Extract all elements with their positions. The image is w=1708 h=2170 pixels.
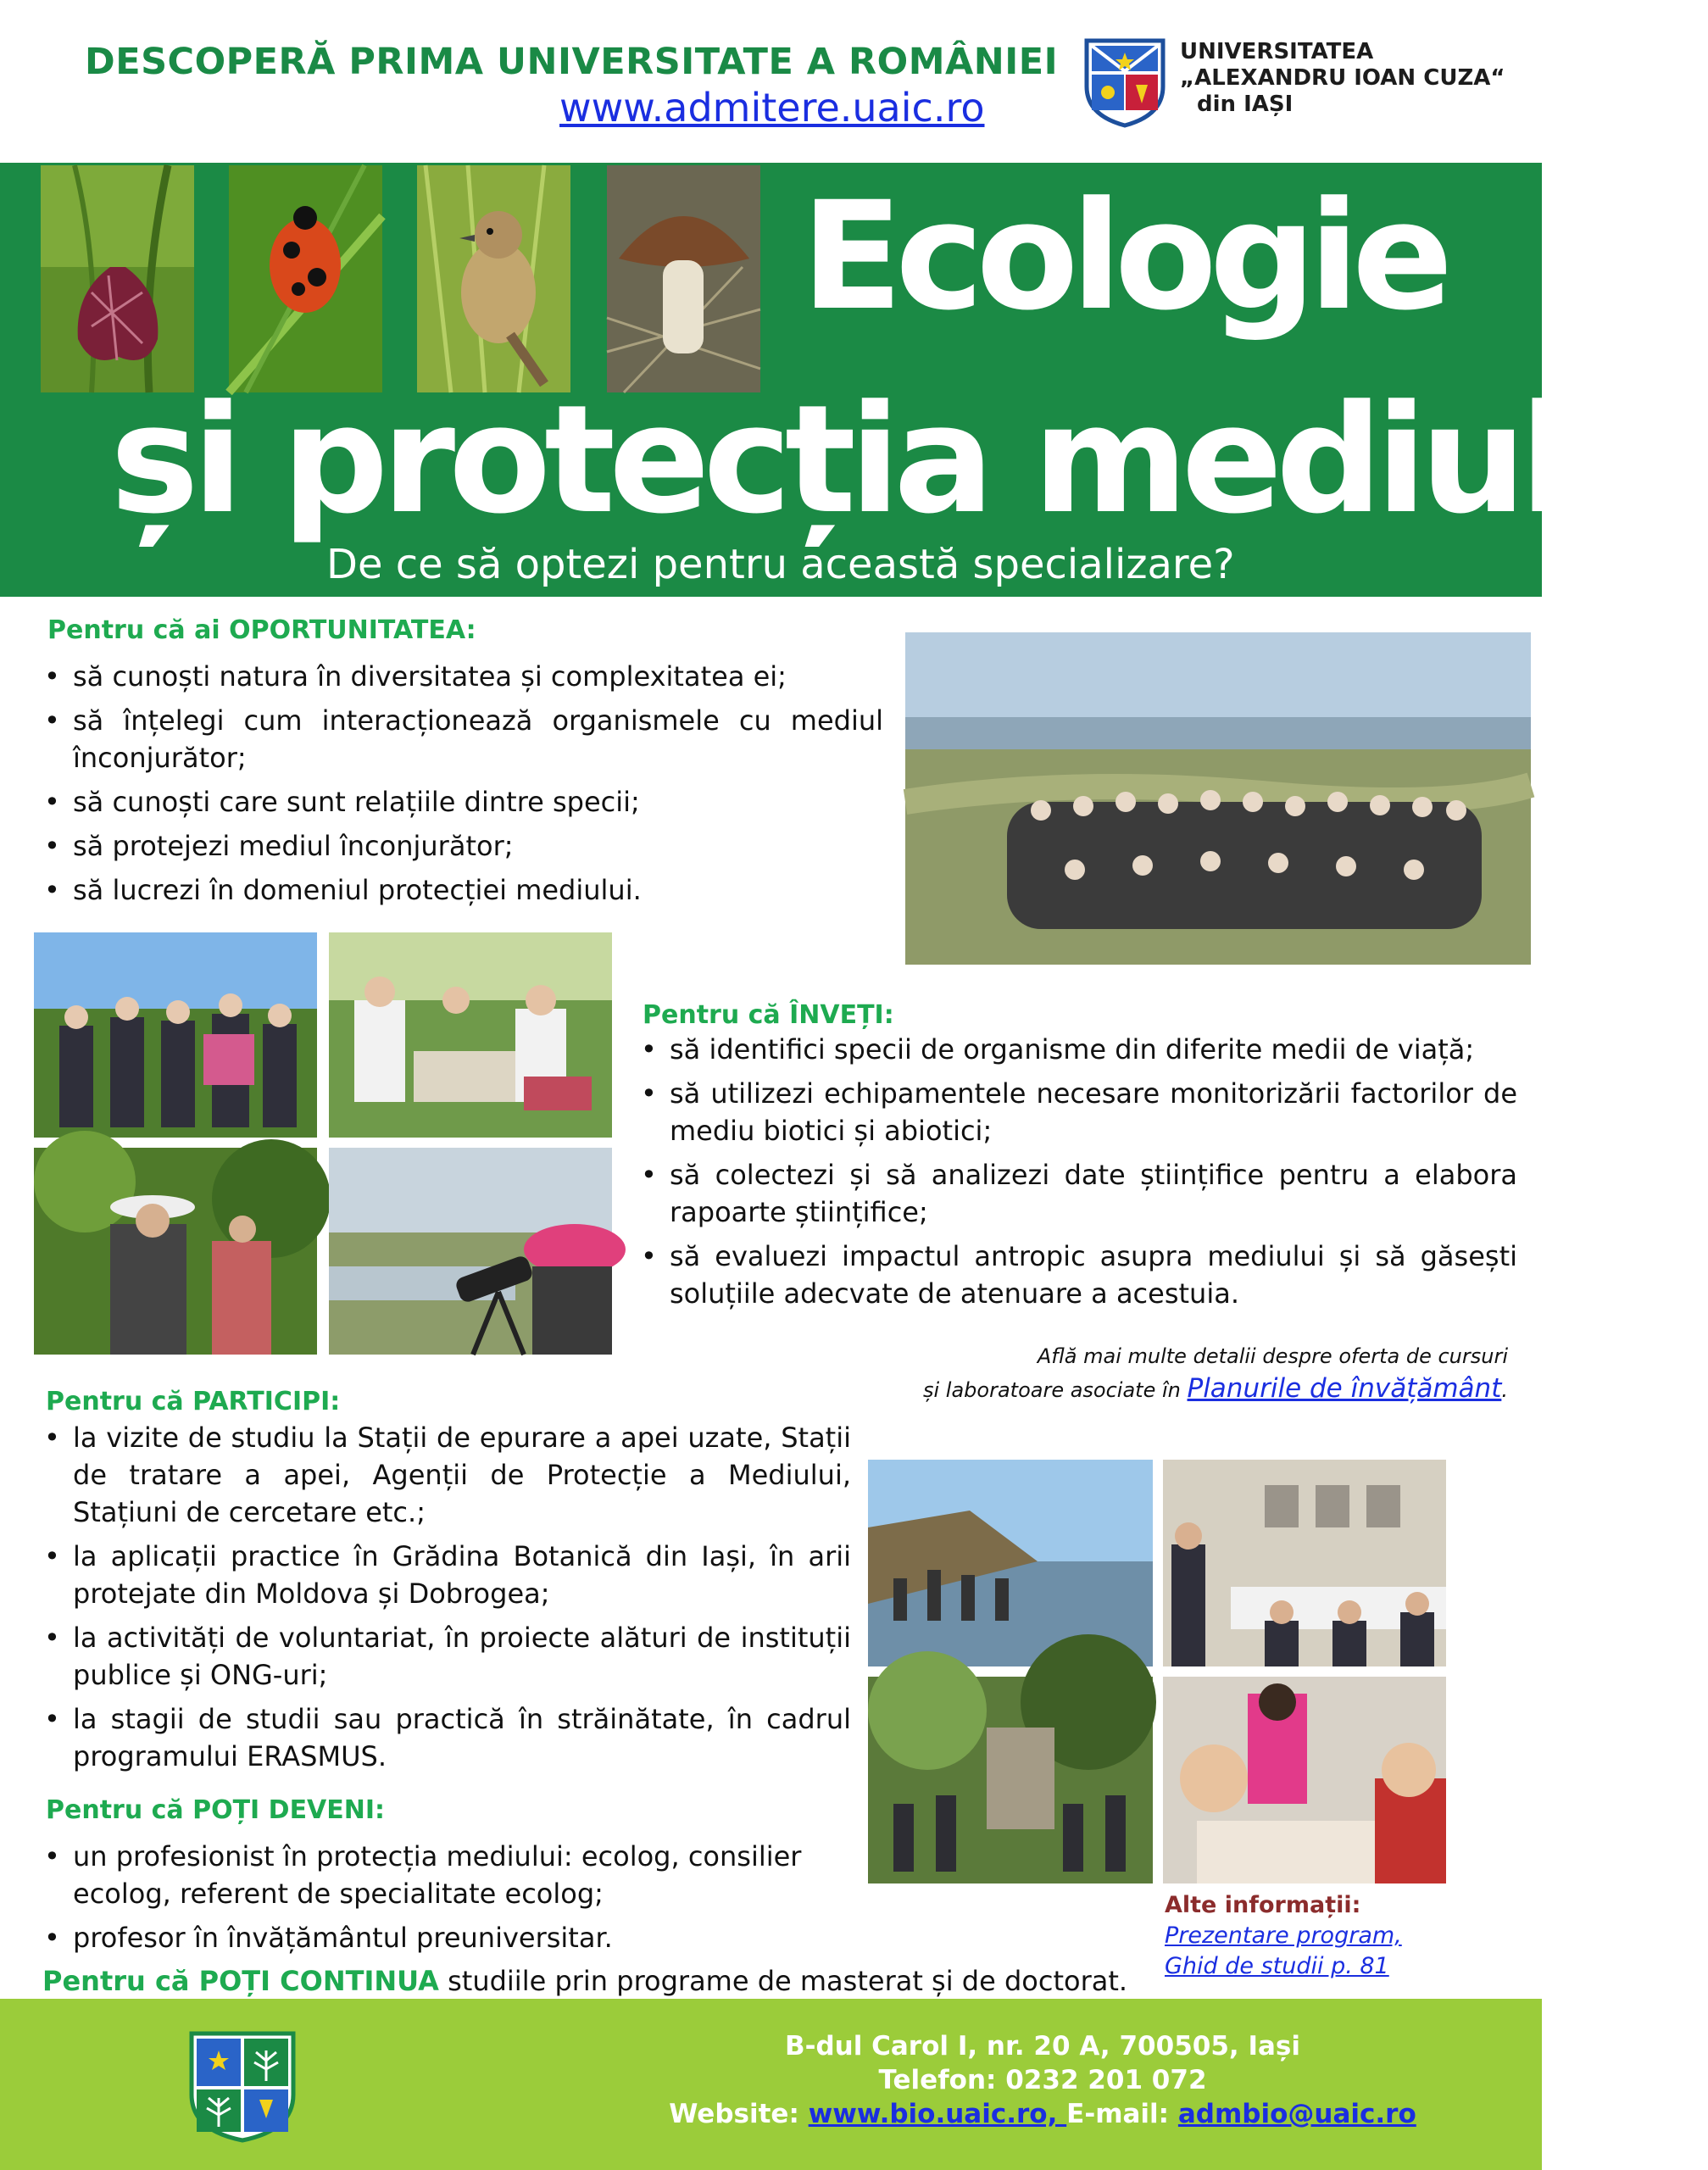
lab-work-photo [329,932,612,1138]
list-poti-deveni [41,1838,812,1963]
children-workshop-photo [1163,1677,1446,1883]
forest-group-photo [868,1677,1153,1883]
list-item: • să lucrezi în domeniul protecției mediului. [41,871,883,909]
list-item: • la stagii de studii sau practică în străinătate, în cadrul programului ERASMUS. [41,1700,851,1775]
list-item: • un profesionist în protecția mediului: ecolog, consilier ecolog, referent de specialitate ecolog; [41,1838,812,1912]
continue-studies-line: Pentru că POȚI CONTINUA studiile prin programe de masterat și de doctorat. [42,1965,1128,1997]
list-inveti [637,1031,1517,1319]
list-item: • să protejezi mediul înconjurător; [41,827,883,865]
beetle-photo [229,165,382,392]
heading-participi: Pentru că PARTICIPI: [46,1387,341,1416]
list-item: • la vizite de studiu la Stații de epurare a apei uzate, Stații de tratare a apei, Agenții de Protecție a Mediului, Stațiuni de cercetare etc.; [41,1419,851,1531]
mushroom-photo [607,165,760,392]
header-tagline: DESCOPERĂ PRIMA UNIVERSITATE A ROMÂNIEI [85,41,1059,83]
list-item: • să identifici specii de organisme din diferite medii de viață; [637,1031,1517,1068]
program-presentation-link[interactable]: Prezentare program, [1165,1922,1402,1949]
list-item: • să cunoști natura în diversitatea și complexitatea ei; [41,658,883,695]
heading-poti-deveni: Pentru că POȚI DEVENI: [46,1795,386,1825]
list-item: • profesor în învățământul preuniversitar. [41,1919,812,1956]
list-item: • să cunoști care sunt relațiile dintre specii; [41,783,883,821]
heading-oportunitatea: Pentru că ai OPORTUNITATEA: [47,615,476,645]
footer-phone: Telefon: 0232 201 072 [878,2065,1207,2095]
group-photo [905,632,1531,965]
birdwatching-photo [329,1148,612,1355]
title-line-1: Ecologie [801,170,1446,343]
university-crest-icon [1083,37,1166,127]
list-item: • la activități de voluntariat, în proiecte alături de instituții publice și ONG-uri; [41,1619,851,1694]
list-item: • să înțelegi cum interacționează organismele cu mediul înconjurător; [41,702,883,776]
list-item: • să evaluezi impactul antropic asupra mediului și să găsești soluțiile adecvate de atenuare a acestuia. [637,1238,1517,1312]
list-participi [41,1419,851,1782]
curriculum-note: Află mai multe detalii despre oferta de cursuri și laboratoare asociate în Planurile de învățământ. [922,1344,1508,1404]
field-study-photo [34,932,317,1138]
faculty-website-link[interactable]: www.bio.uaic.ro, [808,2099,1067,2129]
bird-photo [417,165,570,392]
list-oportunitatea [41,658,883,915]
list-item: • să utilizezi echipamentele necesare monitorizării factorilor de mediu biotici și abiotici; [637,1075,1517,1149]
faculty-crest-icon [188,2030,297,2144]
list-item: • la aplicații practice în Grădina Botanică din Iași, în arii protejate din Moldova și Dobrogea; [41,1538,851,1612]
list-item: • să colectezi și să analizezi date științifice pentru a elabora rapoarte științifice; [637,1156,1517,1231]
university-name: UNIVERSITATEA „ALEXANDRU IOAN CUZA“ din IAȘI [1180,39,1505,117]
other-info-heading: Alte informații: [1165,1892,1361,1918]
classroom-photo [1163,1460,1446,1666]
faculty-email-link[interactable]: admbio@uaic.ro [1177,2099,1416,2129]
title-line-2: și protecția mediului [110,373,1708,547]
fritillaria-flower-photo [41,165,194,392]
curriculum-plans-link[interactable]: Planurile de învățământ [1187,1373,1502,1404]
forest-study-photo [34,1148,317,1355]
banner-question: De ce să optezi pentru această specializare? [326,541,1235,588]
lakeshore-photo [868,1460,1153,1666]
footer-address: B-dul Carol I, nr. 20 A, 700505, Iași [784,2031,1301,2062]
footer-contact: Website: www.bio.uaic.ro, E-mail: admbio@uaic.ro [669,2099,1416,2129]
admission-website-link[interactable]: www.admitere.uaic.ro [559,85,985,131]
heading-inveti: Pentru că ÎNVEȚI: [643,1000,894,1030]
study-guide-link[interactable]: Ghid de studii p. 81 [1165,1953,1389,1979]
